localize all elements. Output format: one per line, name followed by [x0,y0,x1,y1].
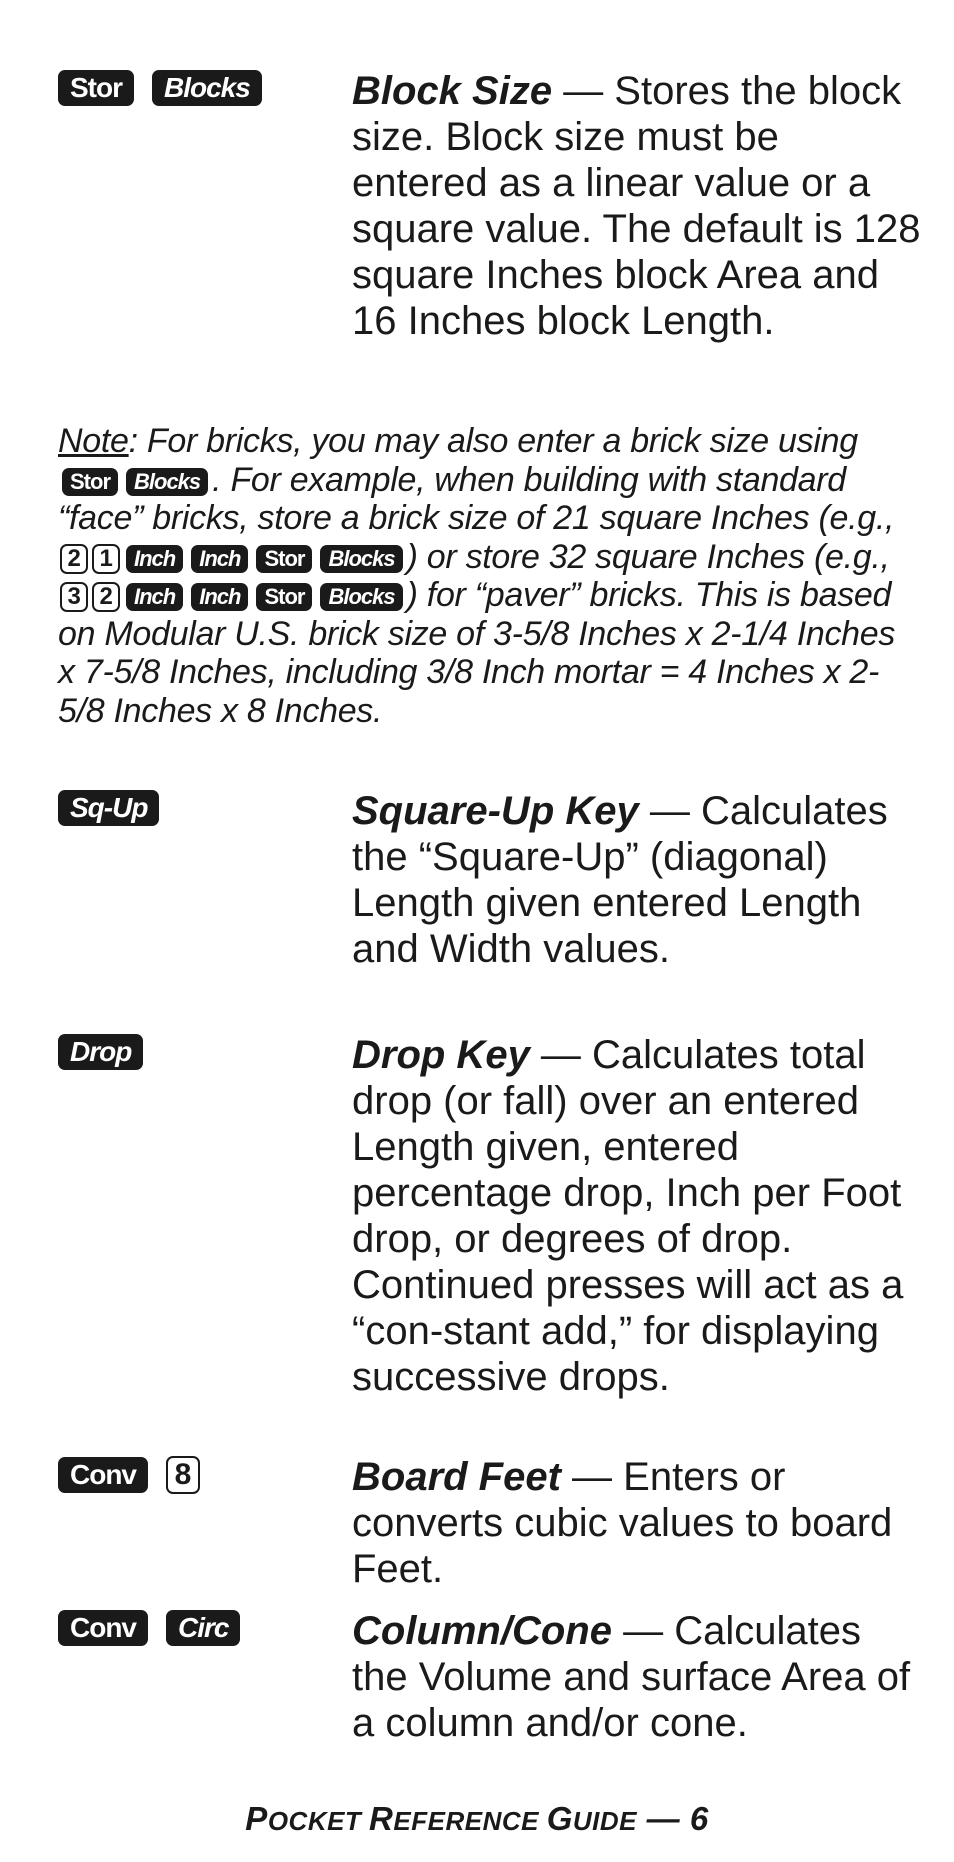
entry-term: Drop Key [352,1033,530,1077]
entry-term: Column/Cone [352,1609,612,1653]
entry-description [352,1454,922,1592]
stor-key: Stor [58,70,134,106]
sq-up-key: Sq-Up [58,790,159,826]
entry-text: — Calculates total drop (or fall) over an entered Length given, entered percentage drop, Inch per Foot drop, or degrees of drop. Continued presses will act as a “con-stant add,” for displaying successive drops. [352,1033,904,1399]
conv-key: Conv [58,1610,148,1646]
entry-text: — Calculates the “Square-Up” (diagonal) Length given entered Length and Width values. [352,789,888,971]
blocks-key: Blocks [320,583,402,611]
digit-8-key: 8 [166,1456,200,1494]
digit-2-key: 2 [60,544,88,574]
entry-text: — Calculates the Volume and surface Area of a column and/or cone. [352,1609,911,1745]
entry-description [352,68,922,344]
blocks-key: Blocks [126,468,208,496]
note-label: Note [58,422,129,460]
blocks-key: Blocks [320,545,402,573]
conv-key: Conv [58,1457,148,1493]
digit-3-key: 3 [60,582,88,612]
key-sequence [58,790,177,826]
entry-text: — Stores the block size. Block size must be entered as a linear value or a square value. The default is 128 square Inches block Area and 16 Inches block Length. [352,69,921,343]
brick-note: Note: For bricks, you may also enter a brick size using Stor Blocks . For example, when building with standard “face” bricks, store a brick size of 21 square Inches (e.g., 2 1 Inch Inch Stor Blocks ) or store 32 square Inches (e.g., 3 2 Inch Inch Stor Blocks ) for “paver” bricks. This is based on Modular U.S. brick size of 3-5/8 Inches x 2-1/4 Inches x 7-5/8 Inches, including 3/8 Inch mortar = 4 Inches x 2-5/8 Inches x 8 Inches. [58,422,896,730]
digit-1-key: 1 [92,544,120,574]
entry-description [352,1032,922,1400]
entry-description [352,788,922,972]
page-footer: POCKET REFERENCE GUIDE — 6 [245,1800,709,1837]
entry-term: Block Size [352,69,553,113]
blocks-key: Blocks [152,70,262,106]
entry-term: Square-Up Key [352,789,639,833]
stor-key: Stor [256,583,312,611]
inch-key: Inch [126,583,183,611]
inch-key: Inch [191,545,248,573]
key-sequence [58,1610,258,1646]
page-number: — 6 [637,1800,709,1837]
entry-description [352,1608,922,1746]
inch-key: Inch [191,583,248,611]
entry-text: — Enters or converts cubic values to board Feet. [352,1455,893,1591]
stor-key: Stor [62,468,118,496]
key-sequence [58,1034,161,1070]
digit-2-key: 2 [92,582,120,612]
entry-term: Board Feet [352,1455,561,1499]
circ-key: Circ [166,1610,240,1646]
drop-key: Drop [58,1034,143,1070]
key-sequence [58,1456,200,1494]
stor-key: Stor [256,545,312,573]
inch-key: Inch [126,545,183,573]
key-sequence [58,70,280,106]
